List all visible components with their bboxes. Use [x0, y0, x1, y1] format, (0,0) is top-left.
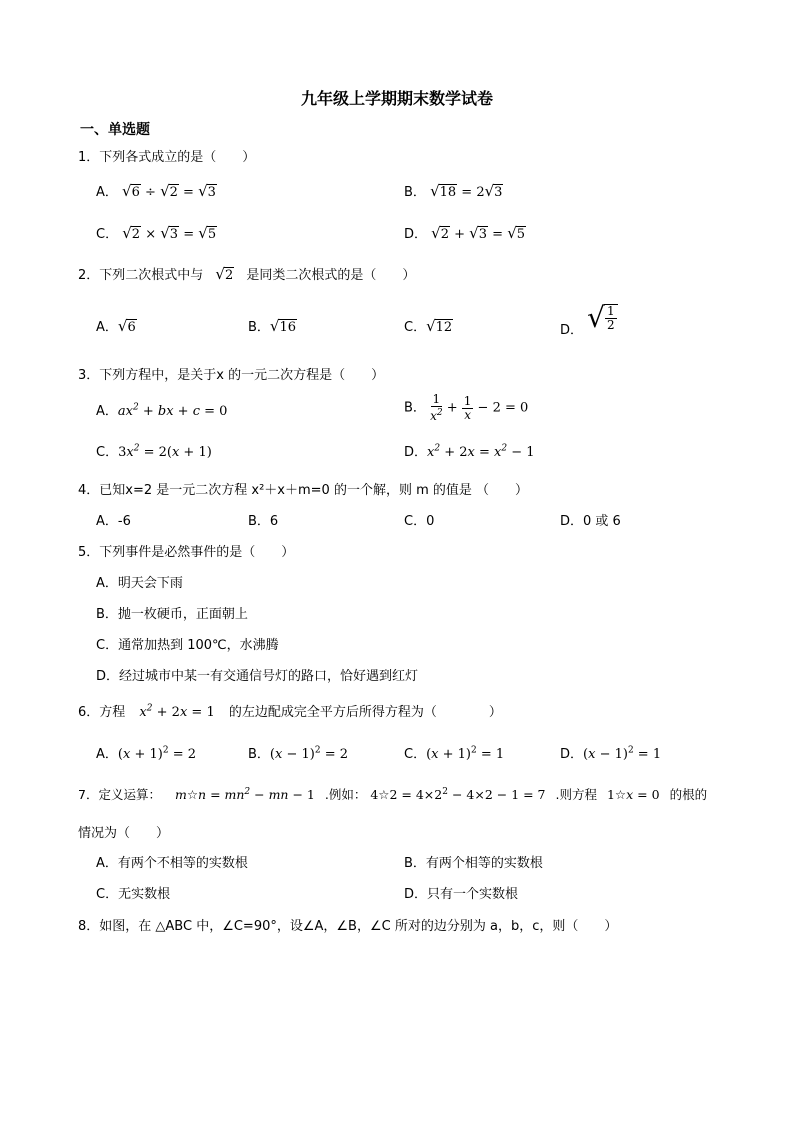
- q4-option-d[interactable]: D．0 或 6: [560, 514, 621, 529]
- q3-option-a[interactable]: A．$ax^2$ + bx + c = 0: [96, 402, 228, 419]
- question-5-stem: 5．下列事件是必然事件的是（ ）: [78, 545, 295, 560]
- question-8-stem: 8．如图，在 △ABC 中，∠C=90°，设∠A，∠B，∠C 所对的边分别为 a，b，c，则（ ）: [78, 919, 618, 934]
- q4-option-a[interactable]: A．-6: [96, 514, 131, 529]
- q2-option-d[interactable]: D． √ $\frac{1}{2}$: [560, 304, 618, 332]
- q5-option-a[interactable]: A．明天会下雨: [96, 576, 183, 591]
- q6-option-d[interactable]: D．$(x - 1)^2 = 1$: [560, 745, 662, 762]
- q1-option-a[interactable]: A． √ 6 ÷ √ 2 = √ 3: [96, 182, 216, 200]
- question-4-stem: 4．已知x=2 是一元二次方程 x²＋x＋m=0 的一个解，则 m 的值是 （ ）: [78, 483, 529, 498]
- question-1-stem: 1．下列各式成立的是（ ）: [78, 150, 256, 165]
- q7-option-c[interactable]: C．无实数根: [96, 887, 171, 902]
- question-7-stem: 7．定义运算： m☆n = $mn^2$ − mn − 1 .例如： 4☆2 = $4\times 2^2 - 4\times 2 - 1 = 7$ .则方程 1☆x = 0 的根的: [78, 786, 708, 802]
- q1-option-c[interactable]: C． √ 2 × √ 3 = √ 5: [96, 224, 217, 242]
- q6-option-a[interactable]: A．$(x + 1)^2 = 2$: [96, 745, 196, 762]
- q5-option-b[interactable]: B．抛一枚硬币，正面朝上: [96, 607, 248, 622]
- q1-option-d[interactable]: D． √ 2 + √ 3 = √ 5: [404, 224, 526, 242]
- q7-option-d[interactable]: D．只有一个实数根: [404, 887, 519, 902]
- question-6-stem: 6．方程 $x^2 + 2x = 1$ 的左边配成完全平方后所得方程为（ ）: [78, 703, 502, 720]
- q5-option-d[interactable]: D．经过城市中某一有交通信号灯的路口，恰好遇到红灯: [96, 669, 419, 684]
- q6-option-b[interactable]: B．$(x - 1)^2 = 2$: [248, 745, 349, 762]
- q7-option-b[interactable]: B．有两个相等的实数根: [404, 856, 543, 871]
- q2-option-b[interactable]: B． √ 16: [248, 317, 297, 335]
- question-7-stem-line2: 情况为（ ）: [78, 826, 170, 841]
- q3-option-d[interactable]: D．$x^2 + 2x = x^2 - 1$: [404, 443, 535, 460]
- page-title: 九年级上学期期末数学试卷: [300, 89, 493, 108]
- q6-option-c[interactable]: C．$(x + 1)^2 = 1$: [404, 745, 505, 762]
- q2-option-a[interactable]: A． √ 6: [96, 317, 136, 335]
- question-2-stem: 2．下列二次根式中与 √ 2 是同类二次根式的是（ ）: [78, 265, 416, 283]
- q4-option-c[interactable]: C．0: [404, 514, 435, 529]
- q3-option-b[interactable]: B． $\frac{1}{x^2}$ + $\frac{1}{x}$ − 2 = 0: [404, 392, 529, 423]
- question-3-stem: 3．下列方程中，是关于x 的一元二次方程是（ ）: [78, 368, 385, 383]
- q4-option-b[interactable]: B．6: [248, 514, 279, 529]
- q2-option-c[interactable]: C． √ 12: [404, 317, 453, 335]
- q3-option-c[interactable]: C．$3x^2 = 2(x + 1)$: [96, 443, 212, 460]
- q5-option-c[interactable]: C．通常加热到 100℃，水沸腾: [96, 638, 279, 653]
- q7-option-a[interactable]: A．有两个不相等的实数根: [96, 856, 248, 871]
- q1-option-b[interactable]: B． √ 18 = 2 √ 3: [404, 182, 503, 200]
- section-heading: 一、单选题: [80, 122, 150, 138]
